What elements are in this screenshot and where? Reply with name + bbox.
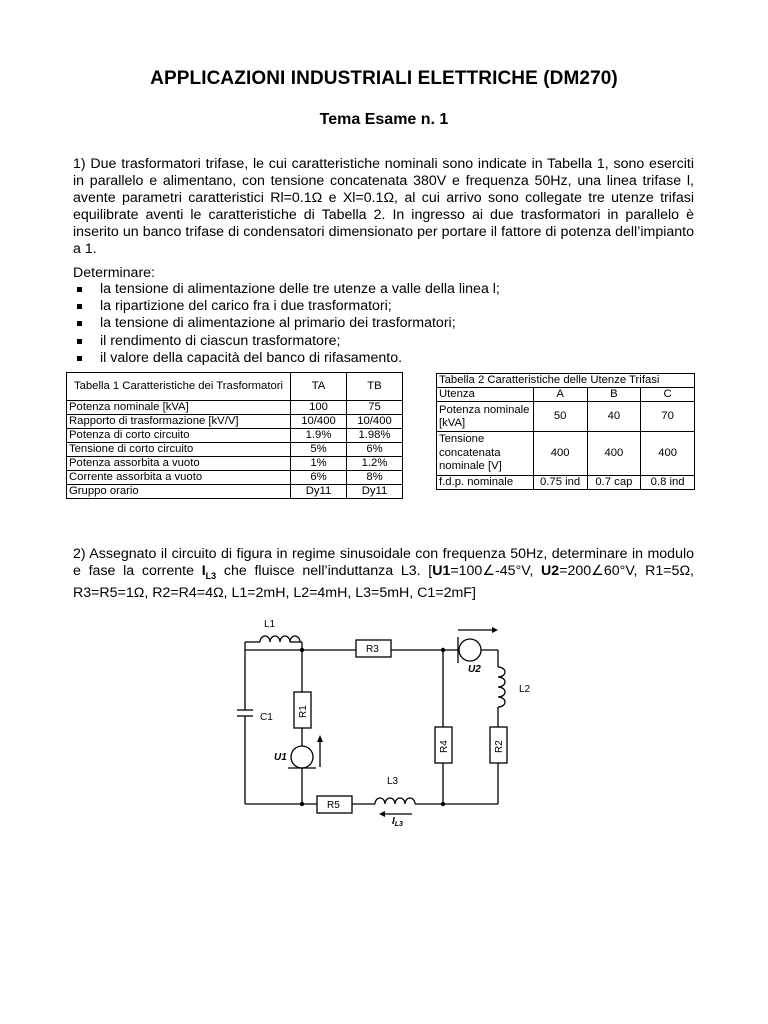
document-title: APPLICAZIONI INDUSTRIALI ELETTRICHE (DM270) — [150, 68, 618, 89]
table2-caption: Tabella 2 Caratteristiche delle Utenze Trifasi — [437, 374, 695, 388]
problem-2-text: 2) Assegnato il circuito di figura in regime sinusoidale con frequenza 50Hz, determinare in modulo e fase la corrente $I_{L3}$ che fluisce nell’induttanza L3. [U1=100∠-45°V, U2=200∠60°V, R1=5Ω, R3=R5=1Ω, R2=R4=4Ω, L1=2mH, L2=4mH, L3=5mH, C1=2mF] — [73, 546, 694, 601]
label-l2: L2 — [519, 684, 531, 695]
label-u2: U2 — [468, 664, 481, 675]
label-l3: L3 — [387, 776, 399, 787]
table-row: Utenza A B C — [437, 388, 695, 402]
circuit-diagram — [230, 612, 550, 827]
bullet-icon — [77, 287, 82, 292]
table-row: Potenza di corto circuito 1.9% 1.98% — [67, 429, 403, 443]
label-l1: L1 — [264, 619, 276, 630]
label-u1: U1 — [274, 752, 287, 763]
determine-label: Determinare: — [73, 265, 156, 281]
problem-1-text: 1) Due trasformatori trifase, le cui caratteristiche nominali sono indicate in Tabella 1, sono eserciti in parallelo e alimentano, con tensione concatenata 380V e frequenza 50Hz, una linea trifase l, avente parametri caratteristici Rl=0.1Ω e Xl=0.1Ω, al cui arrivo sono collegate tre utenze trifasi equilibrate aventi le caratteristiche di Tabella 2. In ingresso ai due trasformatori in parallelo è inserito un banco trifase di condensatori dimensionato per portare il fattore di potenza dell’impianto a 1. — [73, 156, 694, 257]
determine-list — [73, 281, 693, 367]
inductor-l1-icon — [260, 636, 300, 642]
bullet-icon — [77, 339, 82, 344]
table-row: Rapporto di trasformazione [kV/V] 10/400 10/400 — [67, 415, 403, 429]
table-row: Tensione concatenata nominale [V] 400 400 400 — [437, 432, 695, 476]
table-loads — [436, 373, 695, 490]
voltage-source-u1-icon — [291, 746, 313, 768]
list-item: il rendimento di ciascun trasformatore; — [73, 333, 693, 350]
label-c1: C1 — [260, 712, 273, 723]
list-item: la tensione di alimentazione delle tre utenze a valle della linea l; — [73, 281, 693, 298]
list-item: la ripartizione del carico fra i due trasformatori; — [73, 298, 693, 315]
voltage-source-u2-icon — [459, 639, 481, 661]
inductor-l2-icon — [498, 667, 505, 707]
label-r1: R1 — [298, 705, 309, 718]
table-row: Potenza nominale [kVA] 50 40 70 — [437, 402, 695, 432]
list-item: il valore della capacità del banco di rifasamento. — [73, 350, 693, 367]
bullet-icon — [77, 321, 82, 326]
label-r3: R3 — [366, 644, 379, 655]
table-row: Potenza nominale [kVA] 100 75 — [67, 401, 403, 415]
bullet-icon — [77, 356, 82, 361]
table-row: Gruppo orario Dy11 Dy11 — [67, 485, 403, 499]
exam-subtitle: Tema Esame n. 1 — [319, 111, 449, 128]
table-row: Tensione di corto circuito 5% 6% — [67, 443, 403, 457]
inductor-l3-icon — [375, 798, 415, 804]
table-row: f.d.p. nominale 0.75 ind 0.7 cap 0.8 ind — [437, 476, 695, 490]
label-il3: $I_{L3}$ — [392, 816, 403, 827]
label-r5: R5 — [327, 800, 340, 811]
table-row: Corrente assorbita a vuoto 6% 8% — [67, 471, 403, 485]
bullet-icon — [77, 304, 82, 309]
table1-caption: Tabella 1 Caratteristiche dei Trasformatori — [67, 373, 291, 401]
table-row: Potenza assorbita a vuoto 1% 1.2% — [67, 457, 403, 471]
table1-col-ta: TA — [291, 373, 347, 401]
label-r2: R2 — [494, 740, 505, 753]
table1-col-tb: TB — [347, 373, 403, 401]
table-transformers — [66, 372, 403, 499]
list-item: la tensione di alimentazione al primario dei trasformatori; — [73, 315, 693, 332]
label-r4: R4 — [439, 740, 450, 753]
